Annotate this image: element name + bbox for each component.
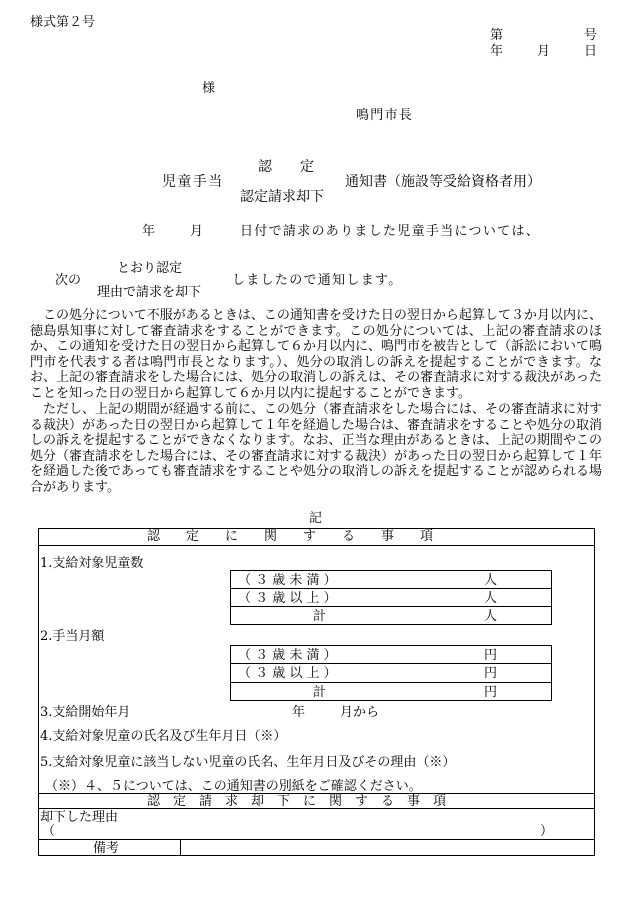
divider bbox=[230, 606, 552, 607]
item5-label: 5.支給対象児童に該当しない児童の氏名、生年月日及びその理由（※） bbox=[40, 755, 456, 770]
item2-total-label: 計 bbox=[313, 685, 327, 700]
item4-label: 4.支給対象児童の氏名及び生年月日（※） bbox=[40, 729, 287, 744]
item1-row1-label: （ ３ 歳 未 満 ） bbox=[238, 573, 337, 588]
title-mid-bottom: 認定請求却下 bbox=[240, 189, 324, 205]
section2-header: 認 定 請 求 却 下 に 関 す る 事 項 bbox=[147, 794, 447, 809]
title-mid-top: 認 定 bbox=[258, 159, 314, 175]
addressee-suffix: 様 bbox=[202, 81, 216, 96]
section1-header: 認 定 に 関 す る 事 項 bbox=[147, 529, 434, 544]
title-left: 児童手当 bbox=[162, 174, 224, 190]
paren-open: （ bbox=[42, 824, 56, 839]
result-bottom: 理由で請求を却下 bbox=[97, 285, 202, 300]
date-year: 年 bbox=[490, 44, 504, 59]
divider bbox=[230, 682, 552, 683]
item2-row1-label: （ ３ 歳 未 満 ） bbox=[238, 648, 337, 663]
title-right: 通知書（施設等受給資格者用） bbox=[345, 174, 541, 190]
rejection-reason-label: 却下した理由 bbox=[40, 810, 119, 825]
appeal-paragraph-2: ただし、上記の期間が経過する前に、この処分（審査請求をした場合には、その審査請求に対する裁決）があった日の翌日から起算して１年を経過した場合は、審査請求をすることや処分の取消しの訴えを提起することができなくなります。なお、正当な理由があるときは、上記の期間やこの処分（審査請求をした場合には、その審査請求に対する裁決）があった日の翌日から起算して１年を経過した後であっても審査請求をすることや処分の取消しの訴えを提起することが認められる場合があります。 bbox=[30, 402, 603, 495]
item2-row2-label: （ ３ 歳 以 上 ） bbox=[238, 666, 337, 681]
item1-row2-unit: 人 bbox=[484, 591, 498, 606]
item1-total-label: 計 bbox=[313, 609, 327, 624]
item2-label: 2.手当月額 bbox=[40, 629, 105, 644]
divider bbox=[38, 839, 595, 840]
item1-row1-unit: 人 bbox=[484, 573, 498, 588]
issuer: 鳴門市長 bbox=[356, 108, 414, 123]
divider bbox=[38, 545, 595, 546]
divider bbox=[230, 663, 552, 664]
date-day: 日 bbox=[584, 44, 598, 59]
doc-no-suffix: 号 bbox=[584, 28, 598, 43]
section1-note: （※）４、５については、この通知書の別紙をご確認ください。 bbox=[45, 779, 422, 794]
item1-label: 1.支給対象児童数 bbox=[40, 556, 144, 571]
form-number: 様式第２号 bbox=[30, 15, 96, 30]
item2-total-unit: 円 bbox=[484, 685, 498, 700]
item2-row1-unit: 円 bbox=[484, 648, 498, 663]
request-month: 月 bbox=[190, 224, 204, 239]
ki-label: 記 bbox=[309, 511, 323, 526]
divider bbox=[230, 588, 552, 589]
item1-row2-label: （ ３ 歳 以 上 ） bbox=[238, 591, 337, 606]
result-left: 次の bbox=[55, 273, 82, 288]
appeal-paragraph-1: この処分について不服があるときは、この通知書を受けた日の翌日から起算して３か月以内に、徳島県知事に対して審査請求をすることができます。この処分については、上記の審査請求のほか、この通知を受けた日の翌日から起算して６か月以内に、鳴門市を被告として（訴訟において鳴門市を代表する者は鳴門市長となります。）、処分の取消しの訴えを提起することができます。なお、上記の審査請求をした場合には、処分の取消しの訴えは、その審査請求に対する裁決があったことを知った日の翌日から起算して６か月以内に提起することができます。 bbox=[30, 308, 603, 401]
request-year: 年 bbox=[142, 224, 156, 239]
item3-month: 月から bbox=[340, 705, 380, 720]
result-top: とおり認定 bbox=[117, 261, 183, 276]
result-right: しましたので通知します。 bbox=[232, 273, 403, 288]
date-month: 月 bbox=[537, 44, 551, 59]
item3-year: 年 bbox=[292, 705, 306, 720]
remarks-label: 備考 bbox=[93, 841, 120, 856]
item1-total-unit: 人 bbox=[484, 609, 498, 624]
paren-close: ） bbox=[540, 824, 554, 839]
item2-row2-unit: 円 bbox=[484, 666, 498, 681]
doc-no-prefix: 第 bbox=[490, 28, 504, 43]
request-text: 日付で請求のありました児童手当については、 bbox=[240, 224, 541, 239]
divider bbox=[180, 839, 181, 856]
item3-label: 3.支給開始年月 bbox=[40, 705, 131, 720]
